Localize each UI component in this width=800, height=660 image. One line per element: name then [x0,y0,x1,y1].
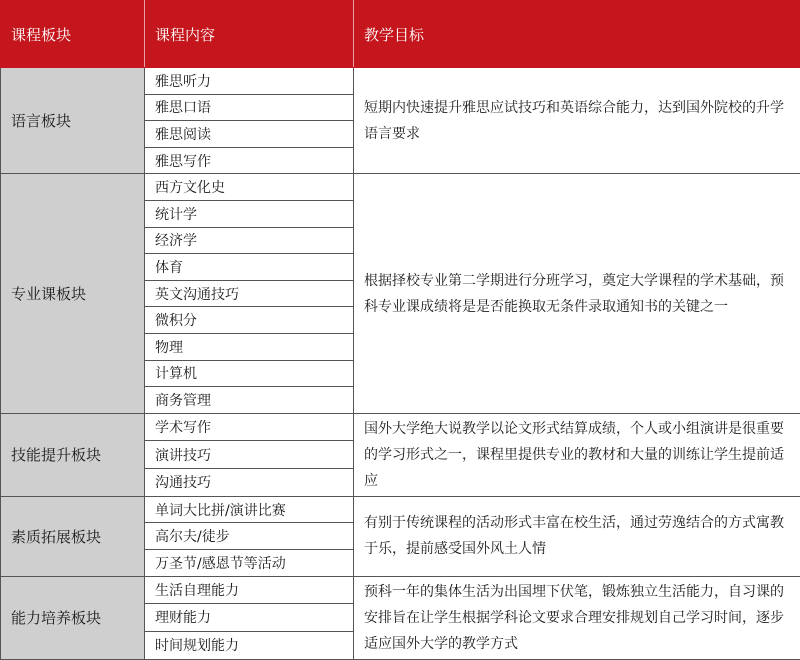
course-item-cell: 英文沟通技巧 [145,280,354,307]
course-item-cell: 生活自理能力 [145,576,354,604]
module-cell: 技能提升板块 [1,413,145,496]
module-cell: 专业课板块 [1,174,145,413]
course-item-cell: 雅思写作 [145,147,354,174]
table-row [1,576,800,604]
course-item-cell: 万圣节/感恩节等活动 [145,549,354,576]
course-item-cell: 微积分 [145,307,354,334]
course-item-cell: 高尔夫/徒步 [145,523,354,550]
header-row [1,1,800,68]
course-item-cell: 西方文化史 [145,174,354,201]
course-item-cell: 雅思口语 [145,94,354,121]
course-item-cell: 理财能力 [145,604,354,632]
course-item-cell: 学术写作 [145,413,354,441]
course-item-cell: 雅思阅读 [145,121,354,148]
course-item-cell: 演讲技巧 [145,441,354,469]
module-cell: 语言板块 [1,68,145,174]
course-item-cell: 统计学 [145,200,354,227]
course-item-cell: 经济学 [145,227,354,254]
goal-cell: 有别于传统课程的活动形式丰富在校生活，通过劳逸结合的方式寓教于乐，提前感受国外风土人情 [354,496,800,576]
course-item-cell: 时间规划能力 [145,631,354,659]
goal-cell: 根据择校专业第二学期进行分班学习，奠定大学课程的学术基础，预科专业课成绩将是是否能换取无条件录取通知书的关键之一 [354,174,800,413]
header-content: 课程内容 [145,1,354,68]
course-item-cell: 雅思听力 [145,68,354,95]
header-module: 课程板块 [1,1,145,68]
table-body [1,68,800,660]
module-cell: 素质拓展板块 [1,496,145,576]
table-header [1,1,800,68]
course-item-cell: 商务管理 [145,387,354,414]
course-item-cell: 计算机 [145,360,354,387]
table-row [1,496,800,523]
goal-cell: 预科一年的集体生活为出国埋下伏笔，锻炼独立生活能力，自习课的安排旨在让学生根据学科论文要求合理安排规划自己学习时间，逐步适应国外大学的教学方式 [354,576,800,659]
module-cell: 能力培养板块 [1,576,145,659]
course-item-cell: 物理 [145,333,354,360]
goal-cell: 国外大学绝大说教学以论文形式结算成绩，个人或小组演讲是很重要的学习形式之一，课程里提供专业的教材和大量的训练让学生提前适应 [354,413,800,496]
goal-cell: 短期内快速提升雅思应试技巧和英语综合能力，达到国外院校的升学语言要求 [354,68,800,174]
course-item-cell: 单词大比拼/演讲比赛 [145,496,354,523]
table-row [1,68,800,95]
course-item-cell: 沟通技巧 [145,469,354,497]
table-row [1,413,800,441]
course-item-cell: 体育 [145,254,354,281]
table-row [1,174,800,201]
header-goal: 教学目标 [354,1,800,68]
